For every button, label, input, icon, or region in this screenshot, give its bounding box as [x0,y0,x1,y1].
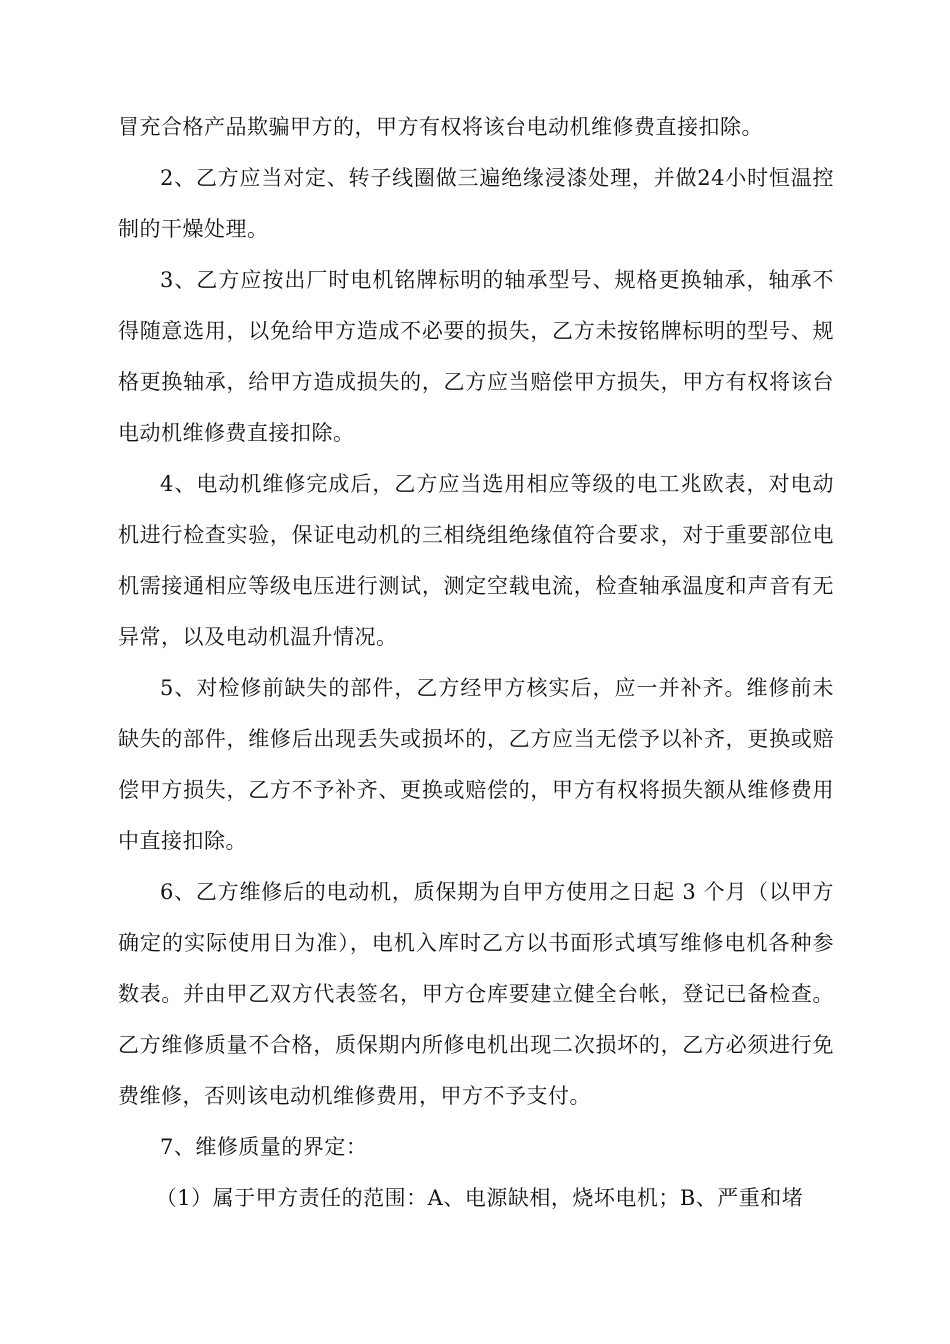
clause-7: 7、维修质量的界定： [160,1135,368,1159]
paragraph-continuation: 冒充合格产品欺骗甲方的，甲方有权将该台电动机维修费直接扣除。 [118,115,763,139]
clause-7-item-1: （1）属于甲方责任的范围：A、电源缺相，烧坏电机；B、严重和堵 [155,1186,804,1210]
document-body [118,102,834,1224]
clause-3: 3、乙方应按出厂时电机铭牌标明的轴承型号、规格更换轴承，轴承不得随意选用，以免给甲方造成不必要的损失，乙方未按铭牌标明的型号、规格更换轴承，给甲方造成损失的，乙方应当赔偿甲方损失，甲方有权将该台电动机维修费直接扣除。 [118,268,834,445]
clause-4: 4、电动机维修完成后，乙方应当选用相应等级的电工兆欧表，对电动机进行检查实验，保证电动机的三相绕组绝缘值符合要求，对于重要部位电机需接通相应等级电压进行测试，测定空载电流，检查轴承温度和声音有无异常，以及电动机温升情况。 [118,472,834,649]
clause-5: 5、对检修前缺失的部件，乙方经甲方核实后，应一并补齐。维修前未缺失的部件，维修后出现丢失或损坏的，乙方应当无偿予以补齐，更换或赔偿甲方损失，乙方不予补齐、更换或赔偿的，甲方有权将损失额从维修费用中直接扣除。 [118,676,834,853]
clause-2: 2、乙方应当对定、转子线圈做三遍绝缘浸漆处理，并做24小时恒温控制的干燥处理。 [118,166,834,241]
clause-6: 6、乙方维修后的电动机，质保期为自甲方使用之日起 3 个月（以甲方确定的实际使用日为准），电机入库时乙方以书面形式填写维修电机各种参数表。并由甲乙双方代表签名，甲方仓库要建立健全台帐，登记已备检查。乙方维修质量不合格，质保期内所修电机出现二次损坏的，乙方必须进行免费维修，否则该电动机维修费用，甲方不予支付。 [118,880,834,1108]
